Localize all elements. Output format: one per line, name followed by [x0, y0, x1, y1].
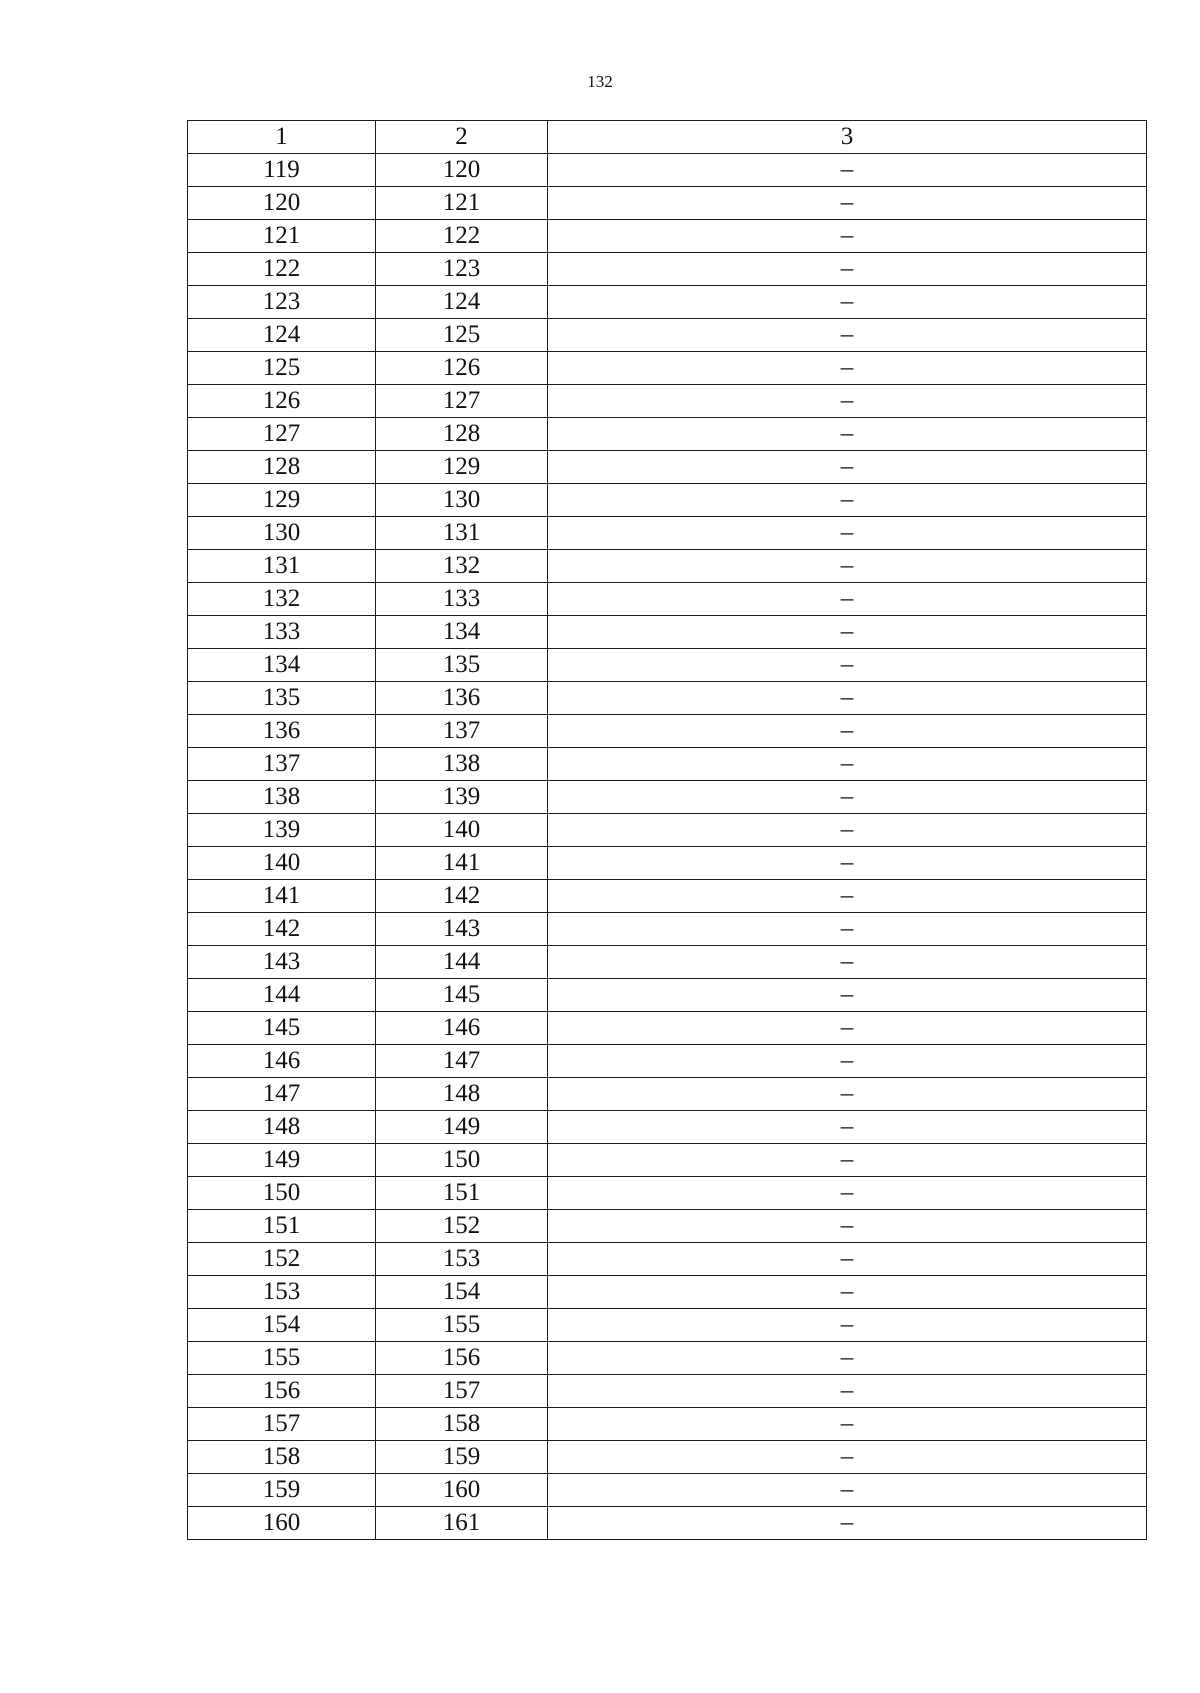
table-cell-col-3: –	[548, 253, 1147, 286]
table-cell-col-2: 159	[376, 1441, 548, 1474]
table-cell-col-2: 122	[376, 220, 548, 253]
table-cell-col-3: –	[548, 550, 1147, 583]
table-row	[188, 913, 1147, 946]
table-header-row	[188, 121, 1147, 154]
table-cell-col-3: –	[548, 286, 1147, 319]
table-cell-col-2: 124	[376, 286, 548, 319]
table-cell-col-3: –	[548, 451, 1147, 484]
column-header-2: 2	[376, 121, 548, 154]
table-cell-col-3: –	[548, 814, 1147, 847]
data-table	[187, 120, 1147, 1540]
table-cell-col-3: –	[548, 715, 1147, 748]
table-cell-col-3: –	[548, 913, 1147, 946]
table-row	[188, 946, 1147, 979]
table-cell-col-3: –	[548, 1243, 1147, 1276]
table-cell-col-3: –	[548, 220, 1147, 253]
table-body	[188, 121, 1147, 1540]
table-cell-col-2: 140	[376, 814, 548, 847]
table-cell-col-2: 132	[376, 550, 548, 583]
table-row	[188, 385, 1147, 418]
table-cell-col-3: –	[548, 979, 1147, 1012]
table-row	[188, 1408, 1147, 1441]
table-row	[188, 979, 1147, 1012]
table-row	[188, 715, 1147, 748]
table-row	[188, 187, 1147, 220]
table-row	[188, 1309, 1147, 1342]
table-row	[188, 583, 1147, 616]
table-cell-col-3: –	[548, 1276, 1147, 1309]
table-row	[188, 1210, 1147, 1243]
table-row	[188, 880, 1147, 913]
table-cell-col-1: 142	[188, 913, 376, 946]
table-cell-col-2: 151	[376, 1177, 548, 1210]
table-cell-col-1: 145	[188, 1012, 376, 1045]
table-cell-col-1: 138	[188, 781, 376, 814]
table-cell-col-1: 131	[188, 550, 376, 583]
table-cell-col-1: 129	[188, 484, 376, 517]
table-row	[188, 451, 1147, 484]
table-cell-col-1: 136	[188, 715, 376, 748]
table-row	[188, 154, 1147, 187]
table-cell-col-3: –	[548, 583, 1147, 616]
table-cell-col-3: –	[548, 1012, 1147, 1045]
table-row	[188, 649, 1147, 682]
table-cell-col-2: 134	[376, 616, 548, 649]
table-cell-col-2: 158	[376, 1408, 548, 1441]
table-cell-col-3: –	[548, 649, 1147, 682]
table-cell-col-3: –	[548, 682, 1147, 715]
table-row	[188, 1342, 1147, 1375]
table-cell-col-1: 157	[188, 1408, 376, 1441]
table-cell-col-2: 143	[376, 913, 548, 946]
table-cell-col-3: –	[548, 1078, 1147, 1111]
table-row	[188, 418, 1147, 451]
table-cell-col-2: 147	[376, 1045, 548, 1078]
table-cell-col-3: –	[548, 154, 1147, 187]
table-cell-col-1: 134	[188, 649, 376, 682]
table-cell-col-1: 155	[188, 1342, 376, 1375]
table-cell-col-3: –	[548, 1309, 1147, 1342]
table-cell-col-2: 128	[376, 418, 548, 451]
table-cell-col-1: 126	[188, 385, 376, 418]
table-cell-col-1: 135	[188, 682, 376, 715]
table-row	[188, 1474, 1147, 1507]
table-row	[188, 1078, 1147, 1111]
table-cell-col-2: 154	[376, 1276, 548, 1309]
table-cell-col-1: 153	[188, 1276, 376, 1309]
table-cell-col-1: 139	[188, 814, 376, 847]
table-cell-col-3: –	[548, 1111, 1147, 1144]
table-cell-col-3: –	[548, 319, 1147, 352]
table-row	[188, 484, 1147, 517]
column-header-1: 1	[188, 121, 376, 154]
table-cell-col-1: 133	[188, 616, 376, 649]
table-row	[188, 814, 1147, 847]
table-cell-col-1: 150	[188, 1177, 376, 1210]
table-cell-col-1: 128	[188, 451, 376, 484]
table-cell-col-2: 135	[376, 649, 548, 682]
table-cell-col-3: –	[548, 1507, 1147, 1540]
table-cell-col-1: 159	[188, 1474, 376, 1507]
table-cell-col-2: 148	[376, 1078, 548, 1111]
table-cell-col-3: –	[548, 352, 1147, 385]
table-cell-col-2: 120	[376, 154, 548, 187]
table-cell-col-3: –	[548, 781, 1147, 814]
table-cell-col-2: 144	[376, 946, 548, 979]
table-cell-col-1: 148	[188, 1111, 376, 1144]
table-cell-col-2: 160	[376, 1474, 548, 1507]
table-cell-col-2: 153	[376, 1243, 548, 1276]
table-cell-col-3: –	[548, 1045, 1147, 1078]
table-cell-col-1: 152	[188, 1243, 376, 1276]
table-cell-col-2: 126	[376, 352, 548, 385]
table-cell-col-2: 146	[376, 1012, 548, 1045]
table-cell-col-2: 156	[376, 1342, 548, 1375]
table-cell-col-3: –	[548, 1210, 1147, 1243]
table-row	[188, 253, 1147, 286]
table-cell-col-3: –	[548, 616, 1147, 649]
column-header-3: 3	[548, 121, 1147, 154]
table-row	[188, 1375, 1147, 1408]
table-row	[188, 1276, 1147, 1309]
table-cell-col-3: –	[548, 1342, 1147, 1375]
table-cell-col-1: 130	[188, 517, 376, 550]
table-cell-col-1: 147	[188, 1078, 376, 1111]
table-cell-col-2: 149	[376, 1111, 548, 1144]
table-cell-col-1: 123	[188, 286, 376, 319]
table-row	[188, 748, 1147, 781]
table-cell-col-2: 157	[376, 1375, 548, 1408]
table-row	[188, 1144, 1147, 1177]
page-number: 132	[587, 72, 613, 91]
table-row	[188, 286, 1147, 319]
table-cell-col-3: –	[548, 847, 1147, 880]
table-cell-col-3: –	[548, 484, 1147, 517]
table-cell-col-3: –	[548, 1441, 1147, 1474]
table-cell-col-2: 141	[376, 847, 548, 880]
table-cell-col-3: –	[548, 1177, 1147, 1210]
table-cell-col-3: –	[548, 946, 1147, 979]
table-cell-col-1: 158	[188, 1441, 376, 1474]
table-row	[188, 1441, 1147, 1474]
table-row	[188, 220, 1147, 253]
table-row	[188, 517, 1147, 550]
table-cell-col-3: –	[548, 1408, 1147, 1441]
table-cell-col-1: 127	[188, 418, 376, 451]
table-cell-col-1: 143	[188, 946, 376, 979]
table-cell-col-2: 138	[376, 748, 548, 781]
table-cell-col-2: 123	[376, 253, 548, 286]
table-row	[188, 1012, 1147, 1045]
table-cell-col-1: 144	[188, 979, 376, 1012]
table-row	[188, 1045, 1147, 1078]
table-cell-col-3: –	[548, 748, 1147, 781]
table-cell-col-1: 125	[188, 352, 376, 385]
table-row	[188, 1507, 1147, 1540]
table-row	[188, 550, 1147, 583]
table-cell-col-2: 150	[376, 1144, 548, 1177]
table-row	[188, 1111, 1147, 1144]
table-cell-col-3: –	[548, 1474, 1147, 1507]
table-cell-col-1: 122	[188, 253, 376, 286]
table-cell-col-2: 133	[376, 583, 548, 616]
table-cell-col-1: 137	[188, 748, 376, 781]
table-row	[188, 319, 1147, 352]
table-cell-col-3: –	[548, 1144, 1147, 1177]
table-cell-col-2: 125	[376, 319, 548, 352]
table-cell-col-1: 120	[188, 187, 376, 220]
table-cell-col-3: –	[548, 880, 1147, 913]
table-cell-col-2: 121	[376, 187, 548, 220]
table-cell-col-2: 131	[376, 517, 548, 550]
table-cell-col-2: 130	[376, 484, 548, 517]
table-cell-col-2: 142	[376, 880, 548, 913]
table-cell-col-1: 149	[188, 1144, 376, 1177]
table-cell-col-1: 151	[188, 1210, 376, 1243]
table-cell-col-1: 141	[188, 880, 376, 913]
table-cell-col-3: –	[548, 517, 1147, 550]
table-row	[188, 1243, 1147, 1276]
table-cell-col-1: 119	[188, 154, 376, 187]
table-cell-col-1: 146	[188, 1045, 376, 1078]
table-cell-col-3: –	[548, 1375, 1147, 1408]
table-cell-col-2: 129	[376, 451, 548, 484]
table-cell-col-3: –	[548, 418, 1147, 451]
table-cell-col-2: 145	[376, 979, 548, 1012]
table-cell-col-1: 156	[188, 1375, 376, 1408]
table-cell-col-1: 154	[188, 1309, 376, 1342]
table-row	[188, 1177, 1147, 1210]
table-cell-col-1: 140	[188, 847, 376, 880]
table-row	[188, 847, 1147, 880]
table-cell-col-2: 161	[376, 1507, 548, 1540]
table-cell-col-2: 155	[376, 1309, 548, 1342]
table-row	[188, 352, 1147, 385]
table-cell-col-3: –	[548, 187, 1147, 220]
table-cell-col-2: 139	[376, 781, 548, 814]
table-cell-col-1: 124	[188, 319, 376, 352]
table-cell-col-2: 137	[376, 715, 548, 748]
table-row	[188, 616, 1147, 649]
table-cell-col-1: 160	[188, 1507, 376, 1540]
table-cell-col-2: 127	[376, 385, 548, 418]
table-row	[188, 682, 1147, 715]
table-row	[188, 781, 1147, 814]
table-cell-col-2: 152	[376, 1210, 548, 1243]
table-cell-col-1: 132	[188, 583, 376, 616]
table-cell-col-3: –	[548, 385, 1147, 418]
table-cell-col-1: 121	[188, 220, 376, 253]
table-cell-col-2: 136	[376, 682, 548, 715]
